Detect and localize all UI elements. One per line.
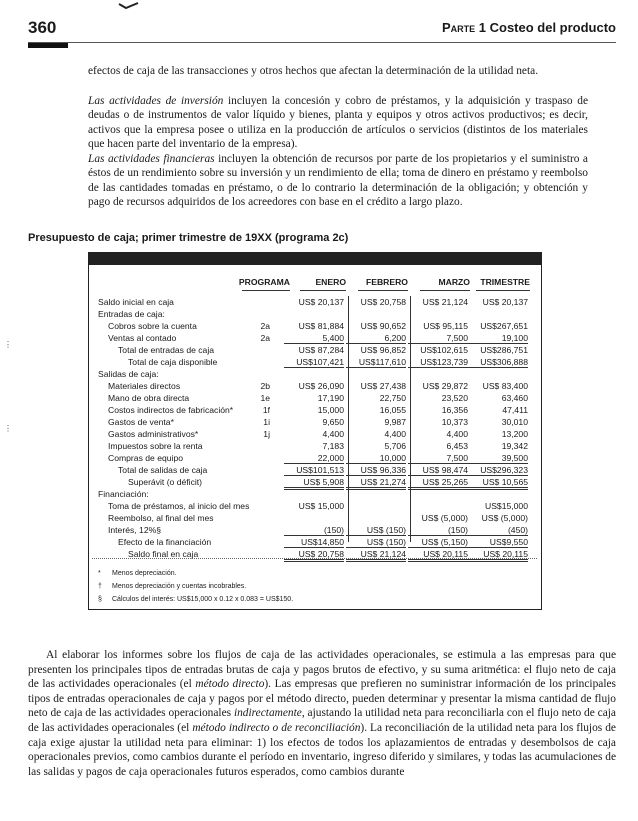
- running-head: [442, 20, 616, 35]
- table-cell: 16,055: [379, 405, 406, 415]
- table-cell: 4,400: [446, 429, 468, 439]
- table-cell: 30,010: [501, 417, 528, 427]
- footnote-rule: [92, 558, 537, 559]
- term-indirect-method: método indirecto o de reconciliación: [192, 721, 361, 734]
- table-cell: US$286,751: [480, 345, 528, 355]
- row-label: Superávit (o déficit): [128, 477, 203, 487]
- column-header-rule: [300, 290, 346, 291]
- table-cell: 10,373: [441, 417, 468, 427]
- table-cell: 7,500: [408, 453, 468, 464]
- row-program-ref: 2b: [260, 381, 270, 391]
- table-cell: US$ 98,474: [408, 465, 468, 476]
- table-cell: US$107,421: [284, 357, 344, 368]
- paragraph-operating-effects: efectos de caja de las transacciones y otros hechos que afectan la determinación de la utilidad neta.: [88, 65, 539, 77]
- row-label: Total de entradas de caja: [118, 345, 215, 355]
- table-cell: US$ 20,758: [284, 549, 344, 562]
- table-cell: 47,411: [502, 405, 528, 415]
- table-cell: US$102,615: [420, 345, 468, 355]
- column-header-rule: [476, 290, 530, 291]
- table-cell: 5,400: [284, 333, 344, 344]
- column-header-febrero: FEBRERO: [365, 277, 408, 287]
- column-header-rule: [420, 290, 470, 291]
- table-cell: US$123,739: [408, 357, 468, 368]
- table-cell: 63,460: [501, 393, 528, 403]
- table-cell: US$296,323: [468, 465, 528, 476]
- table-cell: US$ 90,652: [360, 321, 406, 331]
- column-header-rule: [242, 290, 290, 291]
- table-cell: US$101,513: [284, 465, 344, 476]
- row-program-ref: 1f: [262, 405, 270, 415]
- row-label: Reembolso, al final del mes: [108, 513, 214, 523]
- footnote: [98, 596, 293, 603]
- page-number: 360: [28, 18, 57, 37]
- table-cell: US$ 96,336: [346, 465, 406, 476]
- footnote-text: Menos depreciación y cuentas incobrables.: [112, 583, 247, 590]
- table-top-bar: [89, 253, 541, 265]
- table-cell: US$14,850: [284, 537, 344, 548]
- table-cell: 7,183: [322, 441, 344, 451]
- table-cell: 4,400: [322, 429, 344, 439]
- table-cell: 13,200: [501, 429, 528, 439]
- table-cell: 22,000: [284, 453, 344, 464]
- table-cell: US$ 81,884: [298, 321, 344, 331]
- table-cell: US$ (150): [346, 525, 406, 536]
- table-cell: 16,356: [441, 405, 468, 415]
- column-header-trimestre: TRIMESTRE: [480, 277, 530, 287]
- table-cell: 39,500: [468, 453, 528, 464]
- table-cell: US$ 96,852: [360, 345, 406, 355]
- table-cell: US$ 83,400: [482, 381, 528, 391]
- table-cell: US$ 26,090: [298, 381, 344, 391]
- row-program-ref: 1e: [260, 393, 270, 403]
- table-cell: (150): [284, 525, 344, 536]
- header-mark: [28, 43, 68, 48]
- table-cell: 22,750: [379, 393, 406, 403]
- table-cell: US$ 29,872: [422, 381, 468, 391]
- paragraph-financing-text: incluyen la obtención de recursos por parte de los propietarios y el suministro a éstos de un rendimiento sobre su inversión y un rendimiento de ella; toma de dinero en préstamo y reembolso de las cantidades tomadas en préstamo, o de lo contrario la determinación de la obligación; y obtención y pago de recursos adquiridos de los acreedores con base en el crédito a largo plazo.: [88, 153, 588, 209]
- footnote-text: Cálculos del interés: US$15,000 x 0.12 x 0.083 = US$150.: [112, 596, 294, 603]
- table-cell: US$ 20,137: [298, 297, 344, 307]
- term-financing: Las actividades financieras: [88, 153, 215, 165]
- footnote: [98, 583, 246, 590]
- footnote-mark: *: [98, 570, 101, 577]
- table-cell: US$ 20,115: [408, 549, 468, 562]
- footnote-mark: §: [98, 596, 102, 603]
- table-cell: US$ 21,124: [422, 297, 468, 307]
- text-segment: ). La reconciliación de la utilidad neta para los flujos de caja exige ajustar la utilidad neta para eliminar: 1) los efectos de todos los aplazamientos de entradas y desembolsos de caja operacionales previos, como cambios durante el período en inventario, ingreso diferido y similares, y todas las acumulaciones de las salidas y pagos de caja operacionales futuros esperados, como cambios durante: [28, 721, 616, 778]
- table-cell: US$306,888: [468, 357, 528, 368]
- table-cell: US$ (5,000): [421, 513, 468, 523]
- table-cell: US$15,000: [484, 501, 528, 511]
- row-label: Mano de obra directa: [108, 393, 190, 403]
- column-header-programa: PROGRAMA: [238, 277, 290, 287]
- term-direct-method: método directo: [195, 678, 265, 691]
- table-cell: (450): [468, 525, 528, 536]
- row-label: Total de salidas de caja: [118, 465, 208, 475]
- table-cell: US$ 5,908: [284, 477, 344, 490]
- table-cell: US$ 15,000: [298, 501, 344, 511]
- text-segment: ). Las empresas que prefieren no suministrar información de los principales tipos de entradas operacionales de caja y pagos por el método directo, pueden determinar y presentar la misma cantidad de flujo neto de caja de las actividades operacionales: [28, 678, 616, 720]
- row-label: Salidas de caja:: [98, 369, 159, 379]
- row-label: Gastos administrativos*: [108, 429, 199, 439]
- row-label: Materiales directos: [108, 381, 181, 391]
- row-label: Interés, 12%§: [108, 525, 162, 535]
- row-label: Impuestos sobre la renta: [108, 441, 203, 451]
- column-header-rule: [358, 290, 408, 291]
- row-label: Financiación:: [98, 489, 149, 499]
- row-program-ref: 2a: [260, 333, 270, 343]
- table-cell: US$267,651: [480, 321, 528, 331]
- paragraph-investing-activities: [88, 94, 588, 152]
- paragraph-investing-text: incluyen la concesión y cobro de préstamos, y la adquisición y traspaso de deudas o de instrumentos de valor líquido y bienes, planta y equipos y otros activos productivos; es decir, activos que la empresa posee o utiliza en la producción de artículos o servicios (distintos de los materiales que hacen parte del inventario de la empresa).: [88, 95, 588, 151]
- row-program-ref: 2a: [260, 321, 270, 331]
- row-label: Saldo inicial en caja: [98, 297, 174, 307]
- margin-mark: ⋮: [4, 424, 12, 433]
- table-cell: US$117,610: [346, 357, 406, 368]
- row-program-ref: 1i: [263, 417, 270, 427]
- table-cell: US$ 87,284: [298, 345, 344, 355]
- table-cell: 17,190: [317, 393, 344, 403]
- table-cell: 9,987: [384, 417, 406, 427]
- paragraph-financing-activities: [88, 152, 588, 210]
- paragraph-cash-flow-reporting: [28, 648, 616, 779]
- row-label: Toma de préstamos, al inicio del mes: [108, 501, 250, 511]
- table-cell: US$9,550: [468, 537, 528, 548]
- table-cell: US$ (150): [346, 537, 406, 548]
- table-cell: 19,342: [501, 441, 528, 451]
- text-segment: , ajustando la utilidad neta para reconciliarla con el flujo neto de caja de las actividades operacionales (el: [28, 707, 616, 734]
- table-cell: 9,650: [322, 417, 344, 427]
- table-cell: US$ 27,438: [360, 381, 406, 391]
- table-cell: US$ 21,124: [346, 549, 406, 562]
- table-caption: Presupuesto de caja; primer trimestre de 19XX (programa 2c): [28, 232, 349, 244]
- table-cell: 6,200: [346, 333, 406, 344]
- table-cell: (150): [408, 525, 468, 536]
- table-cell: 4,400: [384, 429, 406, 439]
- row-program-ref: 1j: [263, 429, 270, 439]
- row-label: Ventas al contado: [108, 333, 177, 343]
- table-cell: 10,000: [346, 453, 406, 464]
- row-label: Costos indirectos de fabricación*: [108, 405, 234, 415]
- row-label: Saldo final en caja: [128, 549, 199, 559]
- footnote-text: Menos depreciación.: [112, 570, 177, 577]
- table-cell: 7,500: [408, 333, 468, 344]
- table-cell: US$ 25,265: [408, 477, 468, 490]
- table-cell: US$ 20,137: [482, 297, 528, 307]
- table-cell: 19,100: [468, 333, 528, 344]
- row-label: Gastos de venta*: [108, 417, 174, 427]
- running-head-part: Parte 1: [441, 20, 486, 35]
- table-cell: US$ (5,000): [481, 513, 528, 523]
- term-indirectly: indirectamente: [233, 707, 302, 720]
- table-cell: 5,706: [384, 441, 406, 451]
- table-cell: US$ 10,565: [468, 477, 528, 490]
- table-cell: 6,453: [446, 441, 468, 451]
- table-cell: 15,000: [317, 405, 344, 415]
- row-label: Compras de equipo: [108, 453, 184, 463]
- term-investing: Las actividades de inversión: [88, 95, 224, 107]
- decorative-tick-mark: [118, 2, 140, 10]
- footnote: [98, 570, 177, 577]
- column-header-marzo: MARZO: [438, 277, 470, 287]
- row-label: Entradas de caja:: [98, 309, 165, 319]
- table-cell: US$ 21,274: [346, 477, 406, 490]
- table-cell: US$ 20,758: [360, 297, 406, 307]
- table-cell: US$ 20,115: [468, 549, 528, 562]
- table-cell: US$ 95,115: [423, 321, 468, 331]
- footnote-mark: †: [98, 583, 102, 590]
- row-label: Total de caja disponible: [128, 357, 218, 367]
- row-label: Cobros sobre la cuenta: [108, 321, 197, 331]
- header-rule: [28, 42, 616, 43]
- running-head-title: Costeo del producto: [489, 20, 616, 35]
- text-segment: Al elaborar los informes sobre los flujos de caja de las actividades operacionales, se estimula a las empresas para que presenten los principales tipos de entradas brutas de caja y pagos brutos de efectivo, y su suma aritmética: el flujo neto de caja de las actividades operacionales (el: [28, 649, 616, 691]
- column-header-enero: ENERO: [315, 277, 346, 287]
- table-cell: US$ (5,150): [408, 537, 468, 548]
- margin-mark: ⋮: [4, 340, 12, 349]
- row-label: Efecto de la financiación: [118, 537, 212, 547]
- table-cell: 23,520: [441, 393, 468, 403]
